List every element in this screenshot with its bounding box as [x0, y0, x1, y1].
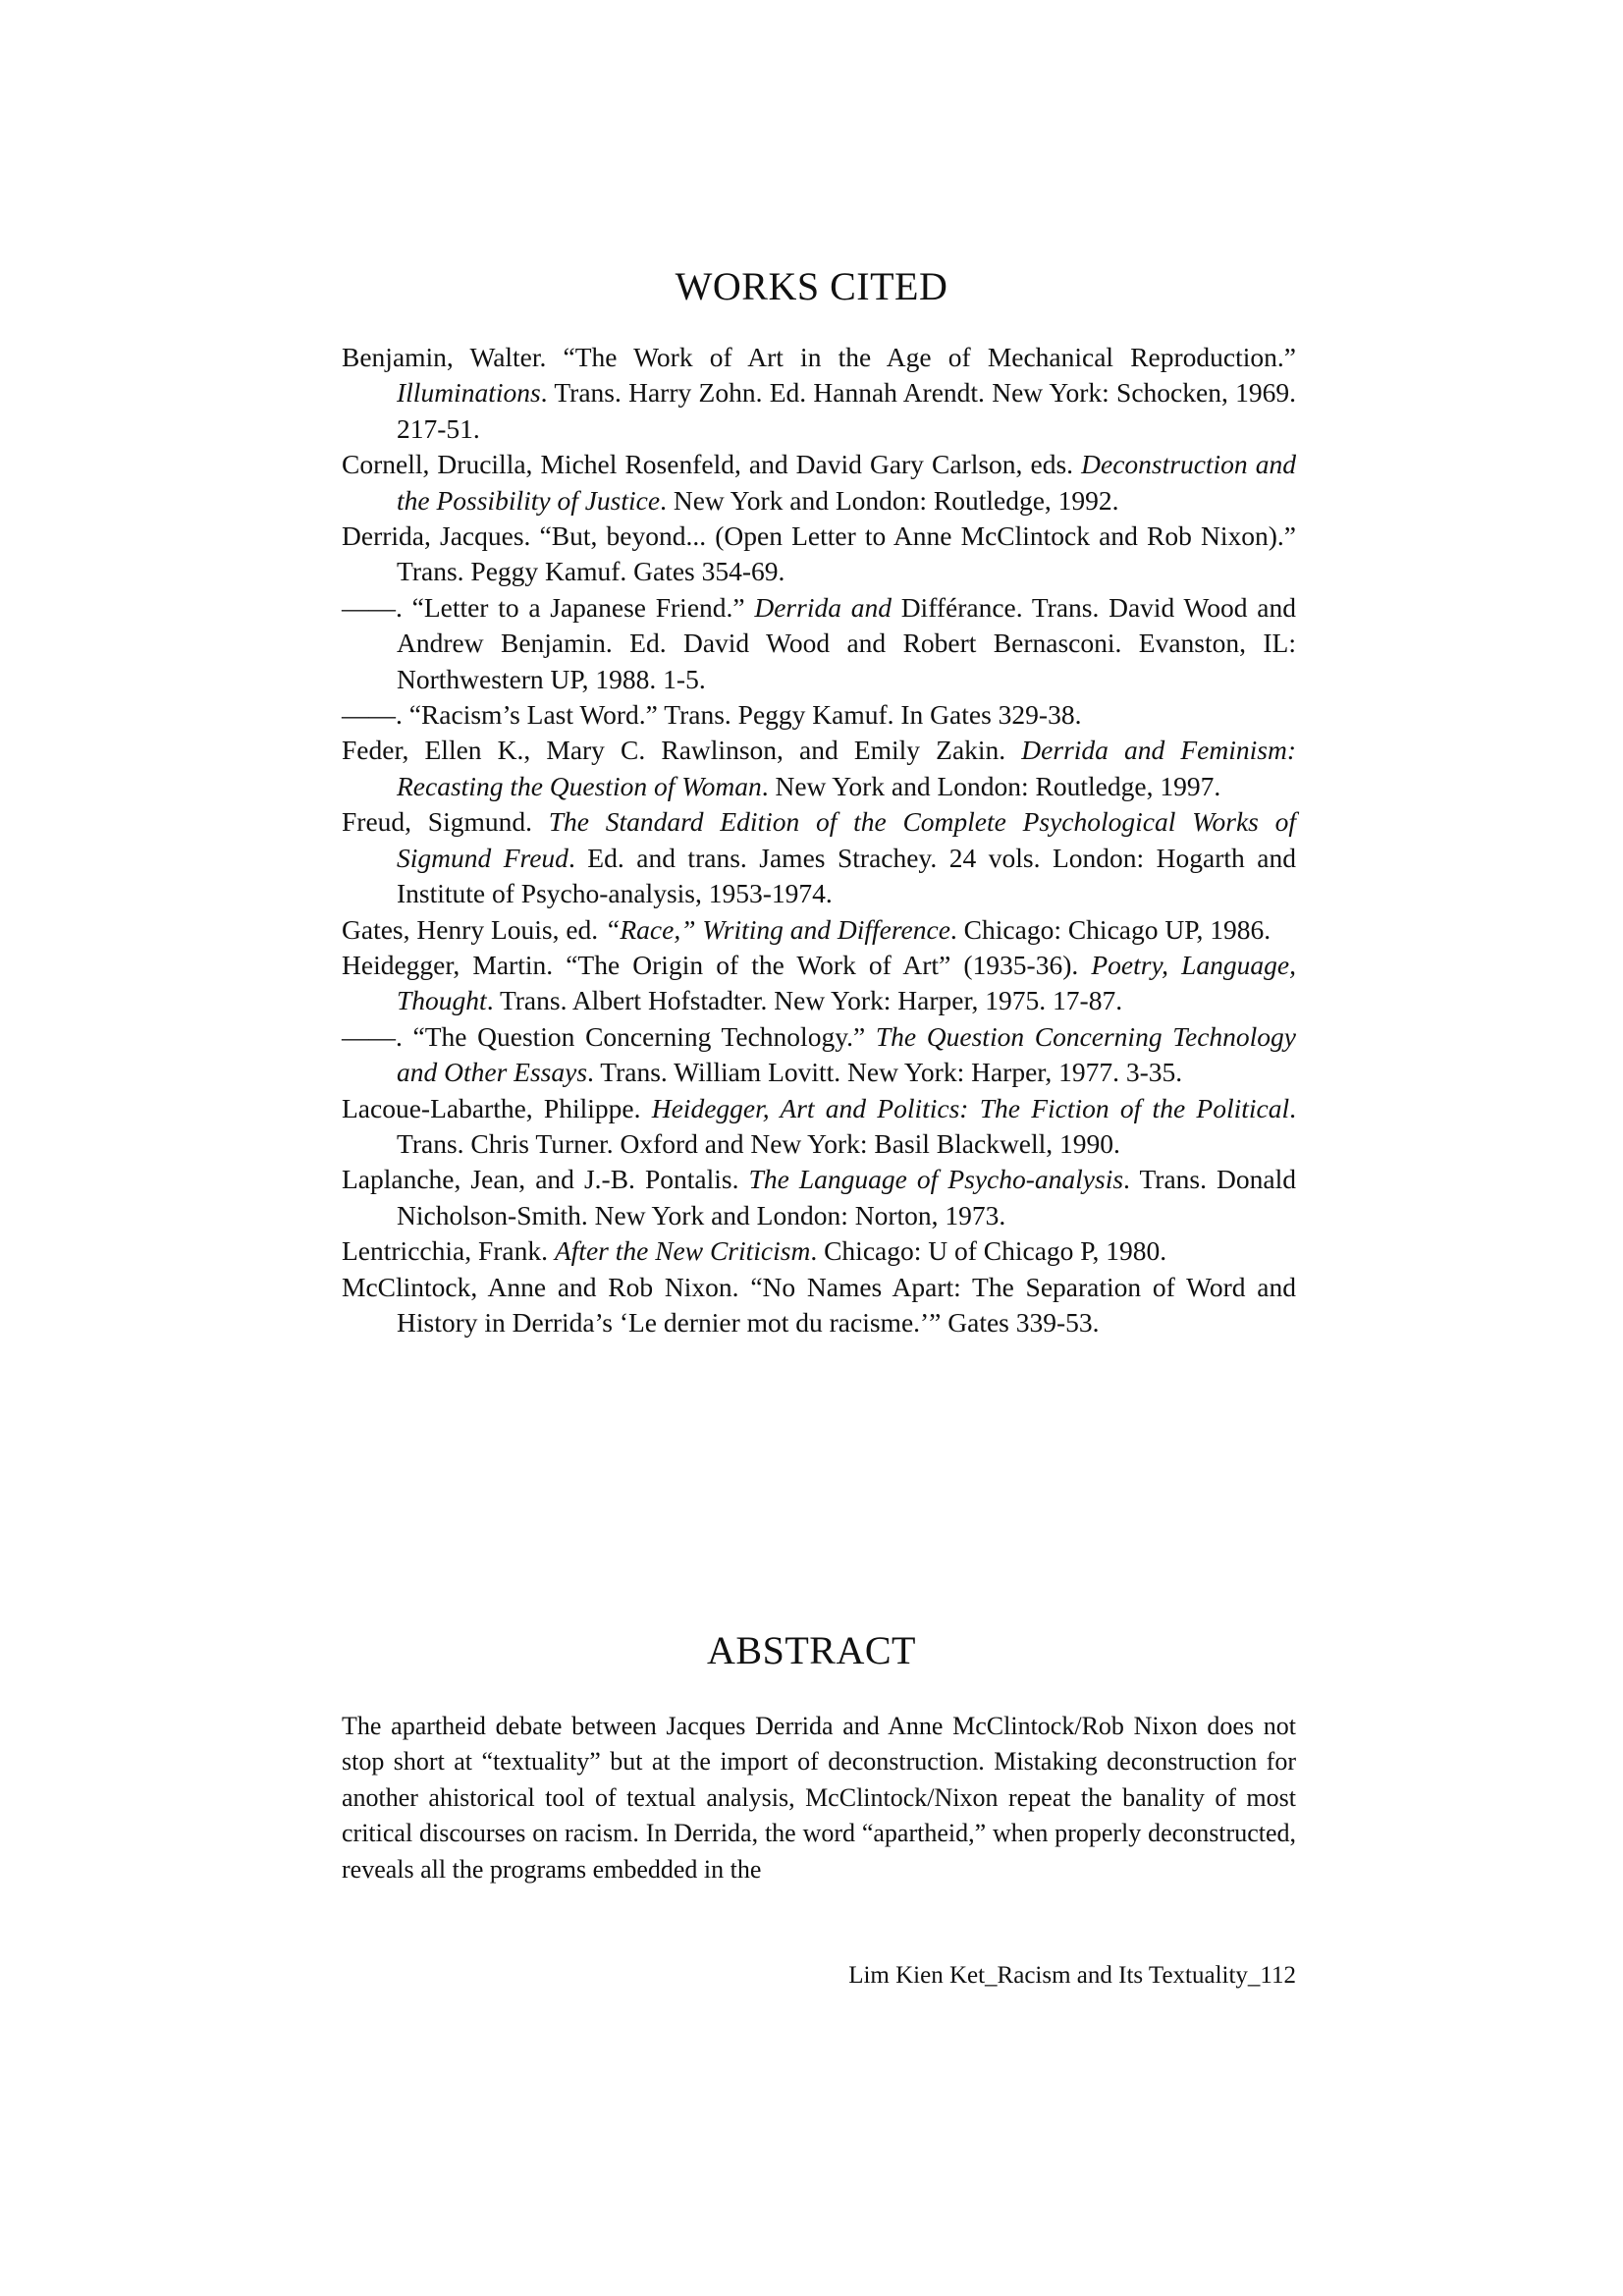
citation-entry — [342, 340, 1296, 447]
citation-post: . Trans. Albert Hofstadter. New York: Harper, 1975. 17-87. — [486, 985, 1123, 1016]
citation-entry — [342, 1019, 1296, 1091]
citation-entry — [342, 519, 1296, 590]
citation-entry — [342, 948, 1296, 1019]
citation-entry — [342, 1091, 1296, 1163]
citation-pre: ——. “Letter to a Japanese Friend.” — [342, 591, 755, 623]
citation-entry — [342, 804, 1296, 911]
citation-post: . Trans. Chris Turner. Oxford and New York: Basil Blackwell, 1990. — [397, 1092, 1296, 1159]
citation-pre: Feder, Ellen K., Mary C. Rawlinson, and Emily Zakin. — [342, 735, 1022, 766]
citation-post: . Trans. Harry Zohn. Ed. Hannah Arendt. New York: Schocken, 1969. 217-51. — [397, 377, 1296, 444]
citation-title: Illuminations — [397, 377, 541, 409]
citation-entry — [342, 912, 1296, 948]
citation-pre: ——. “The Question Concerning Technology.” — [342, 1020, 876, 1052]
abstract-heading: ABSTRACT — [707, 1628, 916, 1672]
citation-post: Différance. Trans. David Wood and Andrew Benjamin. Ed. David Wood and Robert Bernasconi. Evanston, IL: Northwestern UP, 1988. 1-5. — [397, 591, 1296, 694]
citation-post: . Chicago: U of Chicago P, 1980. — [810, 1235, 1167, 1267]
abstract-paragraph: The apartheid debate between Jacques Derrida and Anne McClintock/Rob Nixon does not stop short at “textuality” but at the import of deconstruction. Mistaking deconstruction for another ahistorical tool of textual analysis, McClintock/Nixon repeat the banality of most critical discourses on racism. In Derrida, the word “apartheid,” when properly deconstructed, reveals all the programs embedded in the — [342, 1712, 1296, 1884]
citation-entry — [342, 447, 1297, 519]
citation-entry — [342, 697, 1296, 733]
citation-post: . Chicago: Chicago UP, 1986. — [949, 913, 1271, 945]
citation-title: “Race,” Writing and Difference — [605, 913, 950, 945]
citation-pre: Lentricchia, Frank. — [342, 1235, 555, 1267]
citation-pre: Cornell, Drucilla, Michel Rosenfeld, and David Gary Carlson, eds. — [342, 449, 1082, 480]
citation-title: Poetry, Language, Thought — [397, 949, 1296, 1016]
citation-post: . New York and London: Routledge, 1992. — [660, 484, 1119, 516]
citation-title: Derrida and Feminism: Recasting the Question of Woman — [397, 735, 1296, 801]
citation-pre: Lacoue-Labarthe, Philippe. — [342, 1092, 652, 1123]
citation-title: Derrida and — [754, 591, 892, 623]
citation-title: The Language of Psycho-analysis — [748, 1164, 1124, 1195]
citation-title: Deconstruction and the Possibility of Justice — [397, 449, 1297, 516]
works-cited-heading: WORKS CITED — [675, 264, 948, 308]
citation-entry — [342, 1270, 1296, 1341]
citation-entry — [342, 1233, 1296, 1269]
citation-pre: Gates, Henry Louis, ed. — [342, 913, 606, 945]
citation-entry — [342, 1162, 1297, 1233]
citation-title: After the New Criticism — [554, 1235, 811, 1267]
citation-entry — [342, 590, 1296, 697]
citation-pre: Benjamin, Walter. “The Work of Art in the Age of Mechanical Reproduction.” — [342, 342, 1296, 372]
citation-post: . Trans. William Lovitt. New York: Harper, 1977. 3-35. — [587, 1057, 1183, 1088]
citation-pre: Derrida, Jacques. “But, beyond... (Open Letter to Anne McClintock and Rob Nixon).” Trans. Peggy Kamuf. Gates 354-69. — [342, 520, 1296, 587]
running-footer: Lim Kien Ket_Racism and Its Textuality_112 — [848, 1962, 1296, 1989]
citation-pre: Freud, Sigmund. — [342, 806, 549, 838]
citation-post: . New York and London: Routledge, 1997. — [761, 770, 1221, 801]
citation-pre: Heidegger, Martin. “The Origin of the Work of Art” (1935-36). — [342, 949, 1092, 980]
citation-title: Heidegger, Art and Politics: The Fiction of the Political — [651, 1092, 1290, 1123]
works-cited-list — [342, 340, 1296, 1340]
citation-pre: ——. “Racism’s Last Word.” Trans. Peggy Kamuf. In Gates 329-38. — [342, 699, 1082, 731]
citation-pre: McClintock, Anne and Rob Nixon. “No Names Apart: The Separation of Word and History in Derrida’s ‘Le dernier mot du racisme.’” Gates 339-53. — [342, 1271, 1296, 1338]
citation-post: . Trans. Donald Nicholson-Smith. New York and London: Norton, 1973. — [397, 1164, 1297, 1230]
citation-title: The Question Concerning Technology and Other Essays — [397, 1020, 1296, 1088]
citation-pre: Laplanche, Jean, and J.-B. Pontalis. — [342, 1164, 749, 1195]
citation-post: . Ed. and trans. James Strachey. 24 vols. London: Hogarth and Institute of Psycho-analysis, 1953-1974. — [397, 842, 1296, 909]
citation-entry — [342, 733, 1296, 804]
citation-title: The Standard Edition of the Complete Psychological Works of Sigmund Freud — [397, 806, 1296, 873]
